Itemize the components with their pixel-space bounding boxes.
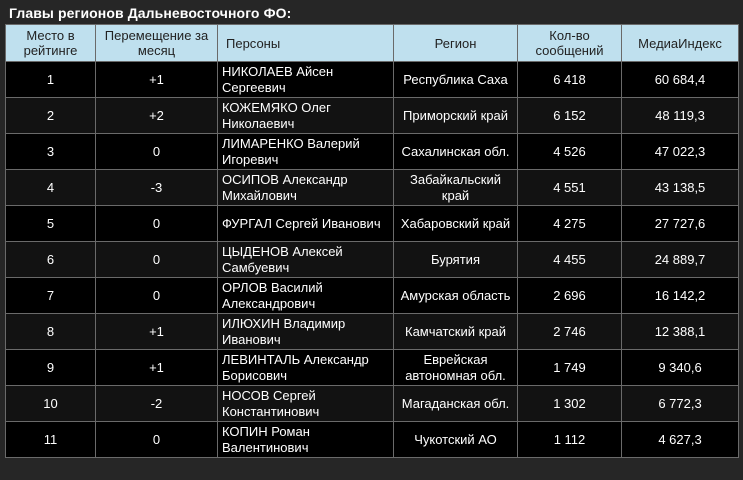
rank-cell: 5: [6, 206, 96, 242]
media-index-cell: 48 119,3: [622, 98, 739, 134]
movement-cell: +1: [96, 350, 218, 386]
movement-cell: 0: [96, 134, 218, 170]
person-cell: ЛЕВИНТАЛЬ Александр Борисович: [218, 350, 394, 386]
person-cell: ЛИМАРЕНКО Валерий Игоревич: [218, 134, 394, 170]
media-index-cell: 27 727,6: [622, 206, 739, 242]
movement-cell: -2: [96, 386, 218, 422]
movement-cell: 0: [96, 206, 218, 242]
column-header-region: Регион: [394, 25, 518, 62]
messages-cell: 2 746: [518, 314, 622, 350]
movement-cell: 0: [96, 422, 218, 458]
media-index-cell: 43 138,5: [622, 170, 739, 206]
person-cell: ФУРГАЛ Сергей Иванович: [218, 206, 394, 242]
region-cell: Чукотский АО: [394, 422, 518, 458]
messages-cell: 2 696: [518, 278, 622, 314]
table-row: [6, 98, 739, 134]
rank-cell: 10: [6, 386, 96, 422]
table-row: [6, 134, 739, 170]
region-cell: Сахалинская обл.: [394, 134, 518, 170]
person-cell: ОРЛОВ Василий Александрович: [218, 278, 394, 314]
region-cell: Приморский край: [394, 98, 518, 134]
table-row: [6, 314, 739, 350]
region-cell: Камчатский край: [394, 314, 518, 350]
region-cell: Хабаровский край: [394, 206, 518, 242]
column-header-rank: Место в рейтинге: [6, 25, 96, 62]
table-row: [6, 278, 739, 314]
region-cell: Республика Саха: [394, 62, 518, 98]
person-cell: КОПИН Роман Валентинович: [218, 422, 394, 458]
rank-cell: 2: [6, 98, 96, 134]
table-row: [6, 170, 739, 206]
messages-cell: 1 749: [518, 350, 622, 386]
rank-cell: 4: [6, 170, 96, 206]
ratings-table: [5, 24, 739, 458]
person-cell: КОЖЕМЯКО Олег Николаевич: [218, 98, 394, 134]
region-cell: Забайкальский край: [394, 170, 518, 206]
messages-cell: 6 152: [518, 98, 622, 134]
region-cell: Магаданская обл.: [394, 386, 518, 422]
table-row: [6, 386, 739, 422]
table-row: [6, 242, 739, 278]
movement-cell: +2: [96, 98, 218, 134]
media-index-cell: 47 022,3: [622, 134, 739, 170]
movement-cell: 0: [96, 278, 218, 314]
person-cell: ОСИПОВ Александр Михайлович: [218, 170, 394, 206]
media-index-cell: 4 627,3: [622, 422, 739, 458]
region-cell: Еврейская автономная обл.: [394, 350, 518, 386]
column-header-movement: Перемещение за месяц: [96, 25, 218, 62]
messages-cell: 1 112: [518, 422, 622, 458]
messages-cell: 6 418: [518, 62, 622, 98]
column-header-media-index: МедиаИндекс: [622, 25, 739, 62]
person-cell: ИЛЮХИН Владимир Иванович: [218, 314, 394, 350]
region-cell: Бурятия: [394, 242, 518, 278]
rank-cell: 11: [6, 422, 96, 458]
table-header-row: [6, 25, 739, 62]
rank-cell: 1: [6, 62, 96, 98]
person-cell: НОСОВ Сергей Константинович: [218, 386, 394, 422]
messages-cell: 4 275: [518, 206, 622, 242]
media-index-cell: 9 340,6: [622, 350, 739, 386]
rank-cell: 8: [6, 314, 96, 350]
table-row: [6, 350, 739, 386]
table-row: [6, 62, 739, 98]
column-header-person: Персоны: [218, 25, 394, 62]
rank-cell: 3: [6, 134, 96, 170]
messages-cell: 4 455: [518, 242, 622, 278]
movement-cell: +1: [96, 62, 218, 98]
page-title: Главы регионов Дальневосточного ФО:: [9, 5, 292, 21]
table-row: [6, 206, 739, 242]
table-row: [6, 422, 739, 458]
movement-cell: +1: [96, 314, 218, 350]
column-header-messages: Кол-во сообщений: [518, 25, 622, 62]
movement-cell: 0: [96, 242, 218, 278]
messages-cell: 4 526: [518, 134, 622, 170]
media-index-cell: 6 772,3: [622, 386, 739, 422]
media-index-cell: 24 889,7: [622, 242, 739, 278]
rank-cell: 7: [6, 278, 96, 314]
messages-cell: 4 551: [518, 170, 622, 206]
region-cell: Амурская область: [394, 278, 518, 314]
messages-cell: 1 302: [518, 386, 622, 422]
rank-cell: 6: [6, 242, 96, 278]
media-index-cell: 16 142,2: [622, 278, 739, 314]
person-cell: НИКОЛАЕВ Айсен Сергеевич: [218, 62, 394, 98]
movement-cell: -3: [96, 170, 218, 206]
media-index-cell: 60 684,4: [622, 62, 739, 98]
rank-cell: 9: [6, 350, 96, 386]
person-cell: ЦЫДЕНОВ Алексей Самбуевич: [218, 242, 394, 278]
media-index-cell: 12 388,1: [622, 314, 739, 350]
